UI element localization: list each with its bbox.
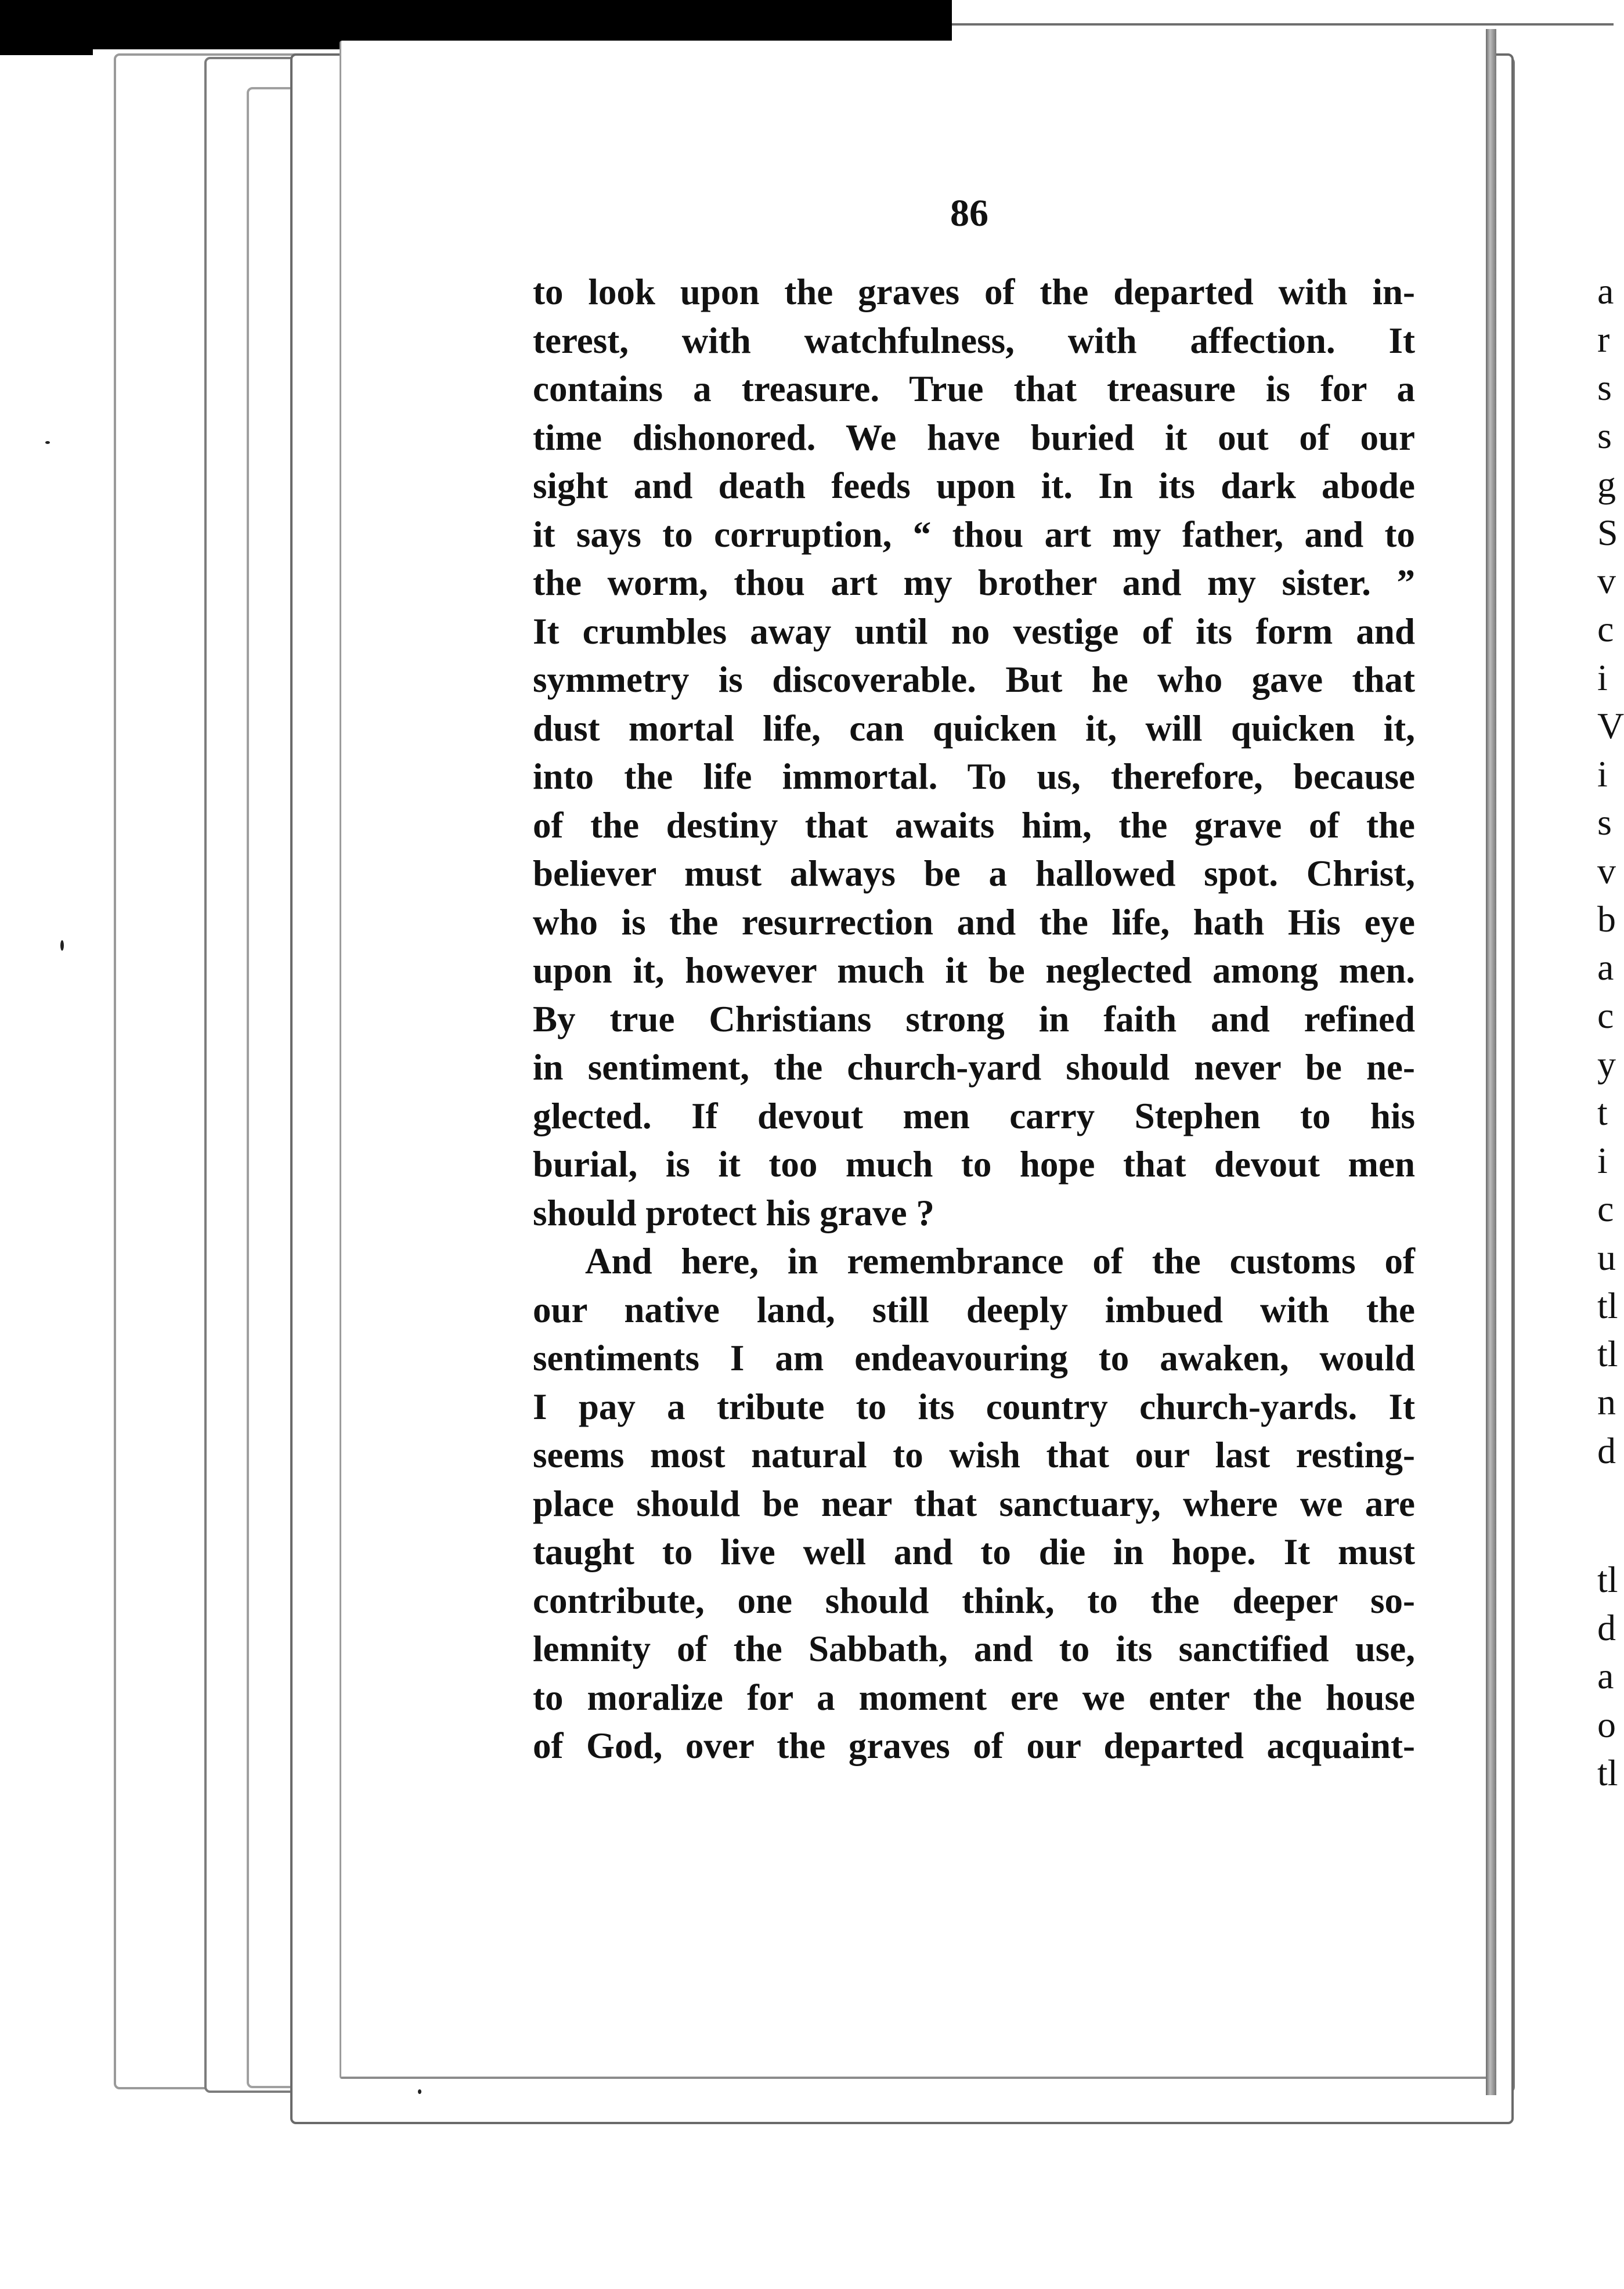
text-line: contains a treasure. True that treasure is for a [533, 369, 1415, 409]
fragment-letter: S [1597, 512, 1618, 553]
book-gutter [1486, 29, 1496, 2095]
text-line: into the life immortal. To us, therefore, because [533, 756, 1415, 797]
text-line: dust mortal life, can quicken it, will quicken it, [533, 707, 1415, 749]
text-line: sentiments I am endeavouring to awaken, would [533, 1338, 1415, 1378]
page-body-text [533, 268, 1415, 1771]
fragment-letter: y [1597, 1044, 1616, 1085]
fragment-letter: tl [1597, 1559, 1618, 1600]
fragment-letter: tl [1597, 1333, 1618, 1374]
fragment-letter: tl [1597, 1752, 1618, 1793]
fragment-letter: v [1597, 850, 1616, 891]
fragment-letter: r [1597, 319, 1610, 360]
text-line: It crumbles away until no vestige of its form and [533, 611, 1415, 652]
text-line: of the destiny that awaits him, the grave of the [533, 804, 1415, 846]
scan-speck [45, 441, 50, 444]
text-line: who is the resurrection and the life, hath His eye [533, 901, 1415, 943]
scan-border-dark-corner [0, 0, 93, 55]
fragment-letter: c [1597, 1188, 1614, 1229]
fragment-letter: o [1597, 1704, 1616, 1745]
fragment-letter: a [1597, 1655, 1614, 1696]
text-line: to moralize for a moment ere we enter the house [533, 1677, 1415, 1718]
page-number: 86 [950, 192, 988, 234]
text-line: terest, with watchfulness, with affection. It [533, 320, 1415, 361]
text-line: to look upon the graves of the departed with in- [533, 272, 1415, 312]
text-line: taught to live well and to die in hope. It must [533, 1532, 1415, 1572]
fragment-letter: u [1597, 1237, 1616, 1278]
text-line: believer must always be a hallowed spot. Christ, [533, 853, 1415, 894]
text-line: By true Christians strong in faith and refined [533, 998, 1415, 1039]
fragment-letter: d [1597, 1607, 1616, 1648]
fragment-letter: g [1597, 464, 1616, 505]
fragment-letter: v [1597, 560, 1616, 601]
fragment-letter: i [1597, 1140, 1608, 1181]
fragment-letter: d [1597, 1430, 1616, 1471]
fragment-letter: s [1597, 415, 1612, 456]
fragment-letter: t [1597, 1092, 1608, 1133]
next-page-top-edge [952, 23, 1614, 31]
fragment-letter: s [1597, 801, 1612, 843]
fragment-letter: i [1597, 753, 1608, 795]
fragment-letter: b [1597, 898, 1616, 940]
text-line: our native land, still deeply imbued with the [533, 1289, 1415, 1330]
text-line: of God, over the graves of our departed acquaint- [533, 1725, 1415, 1766]
text-line: glected. If devout men carry Stephen to his [533, 1095, 1415, 1136]
fragment-letter: s [1597, 367, 1612, 408]
text-line: lemnity of the Sabbath, and to its sanctified use, [533, 1629, 1415, 1669]
text-line: time dishonored. We have buried it out of our [533, 417, 1415, 458]
fragment-letter: a [1597, 947, 1614, 988]
text-line: burial, is it too much to hope that devout men [533, 1144, 1415, 1185]
fragment-letter: c [1597, 995, 1614, 1036]
text-line: sight and death feeds upon it. In its dark abode [533, 465, 1415, 506]
fragment-letter: n [1597, 1381, 1616, 1422]
text-line: I pay a tribute to its country church-yards. It [533, 1386, 1415, 1427]
facing-page-fragment [1556, 270, 1624, 1840]
fragment-letter: tl [1597, 1285, 1618, 1326]
fragment-letter: a [1597, 270, 1614, 312]
text-line: contribute, one should think, to the deeper so- [533, 1580, 1415, 1621]
text-line: place should be near that sanctuary, where we are [533, 1483, 1415, 1524]
text-line: should protect his grave ? [533, 1192, 934, 1233]
text-line: And here, in remembrance of the customs of [585, 1241, 1415, 1281]
fragment-letter: i [1597, 657, 1608, 698]
text-line: seems most natural to wish that our last resting- [533, 1435, 1415, 1475]
text-line: the worm, thou art my brother and my sister. ” [533, 562, 1415, 603]
scan-speck [60, 940, 64, 951]
text-line: it says to corruption, “ thou art my father, and to [533, 514, 1415, 555]
text-line: symmetry is discoverable. But he who gave that [533, 659, 1415, 700]
text-line: in sentiment, the church-yard should never be ne- [533, 1047, 1415, 1088]
scan-speck [418, 2089, 421, 2094]
text-line: upon it, however much it be neglected among men. [533, 950, 1415, 991]
fragment-letter: V [1597, 705, 1624, 746]
fragment-letter: c [1597, 608, 1614, 649]
